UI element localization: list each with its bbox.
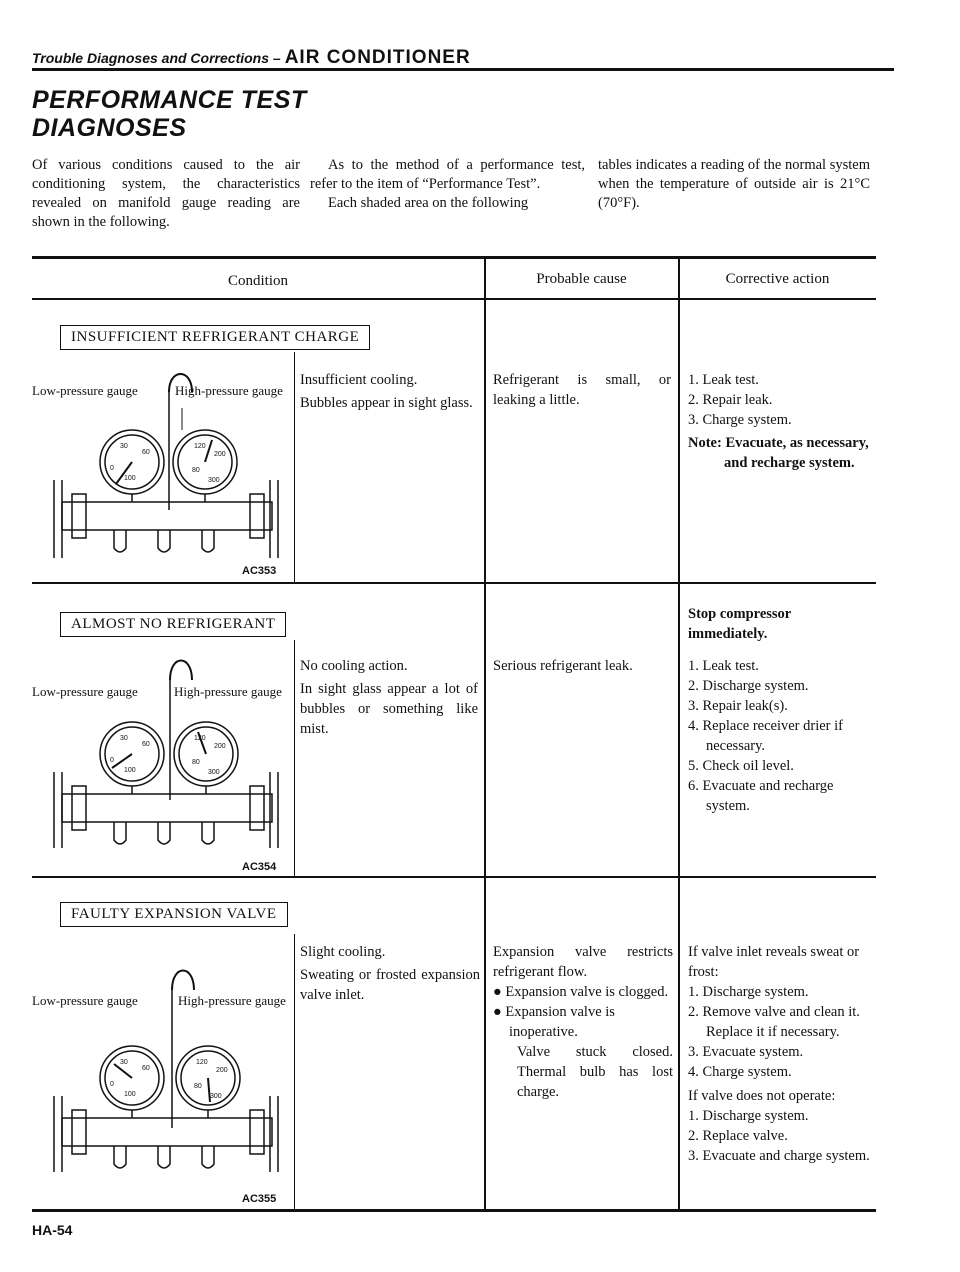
- symptoms-3: [300, 942, 480, 1005]
- title-line-1: PERFORMANCE TEST: [32, 86, 307, 114]
- svg-text:0: 0: [110, 465, 114, 472]
- intro-col-2a: As to the method of a performance test, refer to the item of “Performance Test”.: [310, 157, 585, 192]
- action-3-2: 2. Remove valve and clean it. Replace it if necessary.: [688, 1004, 860, 1040]
- cond-divider-3: [294, 934, 295, 1210]
- cond-divider-1: [294, 352, 295, 582]
- header-topic: AIR CONDITIONER: [284, 47, 471, 68]
- row-rule-2: [32, 876, 876, 878]
- svg-text:60: 60: [142, 741, 150, 748]
- figure-code-2: AC354: [242, 861, 277, 873]
- symptom-1-1: Insufficient cooling.: [300, 372, 418, 388]
- action-2-3: 3. Repair leak(s).: [688, 698, 788, 714]
- symptom-2-1: No cooling action.: [300, 658, 408, 674]
- svg-text:200: 200: [214, 451, 226, 458]
- action-2-4: 4. Replace receiver drier if necessary.: [688, 718, 843, 754]
- cause-3-bullet-1-text: Expansion valve is clogged.: [505, 984, 669, 1000]
- condition-label-2: ALMOST NO REFRIGERANT: [60, 612, 286, 637]
- svg-text:200: 200: [216, 1067, 228, 1074]
- header-condition: Condition: [227, 273, 288, 289]
- svg-text:0: 0: [110, 1081, 114, 1088]
- action-lead-2: Stop compressor immediately.: [688, 606, 791, 642]
- col-divider-1: [484, 256, 486, 1210]
- high-gauge-label-1: High-pressure gauge: [175, 383, 283, 398]
- condition-label-3: FAULTY EXPANSION VALVE: [60, 902, 288, 927]
- action-3-7: 3. Evacuate and charge system.: [688, 1148, 870, 1164]
- manifold-gauge-figure-1: [32, 360, 294, 580]
- svg-text:120: 120: [194, 735, 206, 742]
- col-divider-2: [678, 256, 680, 1210]
- running-header: [32, 47, 471, 69]
- action-2-6: 6. Evacuate and recharge system.: [688, 778, 834, 814]
- cause-3: [493, 942, 673, 1102]
- action-group-1-intro: If valve inlet reveals sweat or frost:: [688, 944, 860, 980]
- figure-code-3: AC355: [242, 1193, 277, 1205]
- svg-text:100: 100: [124, 767, 136, 774]
- svg-text:80: 80: [192, 467, 200, 474]
- svg-text:30: 30: [120, 735, 128, 742]
- svg-text:0: 0: [110, 757, 114, 764]
- row-rule-1: [32, 582, 876, 584]
- cause-3-bullet-2-text: Expansion valve is inoperative.: [505, 1004, 615, 1040]
- svg-text:300: 300: [208, 769, 220, 776]
- header-rule: [32, 68, 894, 71]
- action-1-2: 2. Repair leak.: [688, 392, 773, 408]
- manifold-gauge-drawing-3: [32, 940, 294, 1206]
- action-1-1: 1. Leak test.: [688, 372, 759, 388]
- cause-2: Serious refrigerant leak.: [493, 658, 633, 674]
- cond-divider-2: [294, 640, 295, 876]
- svg-text:120: 120: [194, 443, 206, 450]
- svg-text:100: 100: [124, 475, 136, 482]
- cause-1: Refrigerant is small, or leaking a little.: [493, 372, 671, 408]
- action-2-1: 1. Leak test.: [688, 658, 759, 674]
- manifold-gauge-drawing-1: [32, 360, 294, 580]
- low-gauge-label-2: Low-pressure gauge: [32, 684, 138, 699]
- action-3-6: 2. Replace valve.: [688, 1128, 788, 1144]
- manifold-gauge-drawing-2: [32, 648, 294, 874]
- intro-col-1: Of various conditions caused to the air conditioning system, the characteristics revealed on manifold gauge reading are shown in the following.: [32, 157, 300, 230]
- action-2-5: 5. Check oil level.: [688, 758, 794, 774]
- svg-text:80: 80: [194, 1083, 202, 1090]
- action-group-2-intro: If valve does not operate:: [688, 1088, 836, 1104]
- svg-text:120: 120: [196, 1059, 208, 1066]
- header-corrective-action: Corrective action: [725, 271, 830, 287]
- svg-text:300: 300: [210, 1093, 222, 1100]
- high-gauge-label-3: High-pressure gauge: [178, 993, 286, 1008]
- low-gauge-label-1: Low-pressure gauge: [32, 383, 138, 398]
- figure-code-1: AC353: [242, 565, 277, 577]
- action-1-3: 3. Charge system.: [688, 412, 792, 428]
- intro-col-2: [310, 156, 585, 213]
- condition-label-1: INSUFFICIENT REFRIGERANT CHARGE: [60, 325, 370, 350]
- svg-text:30: 30: [120, 1059, 128, 1066]
- header-section: Trouble Diagnoses and Corrections –: [32, 50, 281, 66]
- svg-text:60: 60: [142, 449, 150, 456]
- symptom-3-2: Sweating or frosted expansion valve inlet.: [300, 967, 480, 1003]
- svg-text:30: 30: [120, 443, 128, 450]
- actions-3: [688, 942, 870, 1166]
- table-top-rule: [32, 256, 876, 259]
- cause-3-sub: Valve stuck closed. Thermal bulb has lost charge.: [517, 1044, 673, 1100]
- high-gauge-label-2: High-pressure gauge: [174, 684, 282, 699]
- table-bottom-rule: [32, 1209, 876, 1212]
- symptom-2-2: In sight glass appear a lot of bubbles or something like mist.: [300, 681, 478, 737]
- intro-col-2b: Each shaded area on the following: [328, 195, 529, 211]
- svg-text:100: 100: [124, 1091, 136, 1098]
- action-2-2: 2. Discharge system.: [688, 678, 809, 694]
- symptom-3-1: Slight cooling.: [300, 944, 386, 960]
- header-probable-cause: Probable cause: [536, 271, 627, 287]
- title-line-2: DIAGNOSES: [32, 114, 187, 142]
- page-title: [32, 86, 307, 142]
- svg-text:60: 60: [142, 1065, 150, 1072]
- action-note-1: Note: Evacuate, as necessary, and recharge system.: [688, 435, 869, 471]
- action-3-5: 1. Discharge system.: [688, 1108, 809, 1124]
- manifold-gauge-figure-2: [32, 648, 294, 874]
- intro-col-3: tables indicates a reading of the normal system when the temperature of outside air is 21°C (70°F).: [598, 157, 870, 211]
- symptoms-2: [300, 656, 478, 739]
- svg-text:300: 300: [208, 477, 220, 484]
- manifold-gauge-figure-3: [32, 940, 294, 1206]
- actions-2: [688, 656, 870, 816]
- svg-text:200: 200: [214, 743, 226, 750]
- table-header-rule: [32, 298, 876, 300]
- action-3-4: 4. Charge system.: [688, 1064, 792, 1080]
- actions-1: [688, 370, 870, 473]
- symptoms-1: [300, 370, 478, 413]
- symptom-1-2: Bubbles appear in sight glass.: [300, 395, 473, 411]
- cause-3-bullet-1: ● Expansion valve is clogged.: [493, 984, 669, 1000]
- cause-3-main: Expansion valve restricts refrigerant flow.: [493, 944, 673, 980]
- svg-text:80: 80: [192, 759, 200, 766]
- action-3-3: 3. Evacuate system.: [688, 1044, 804, 1060]
- action-3-1: 1. Discharge system.: [688, 984, 809, 1000]
- cause-3-bullet-2: ● Expansion valve is inoperative.: [493, 1004, 615, 1040]
- page-number: HA-54: [32, 1222, 73, 1238]
- low-gauge-label-3: Low-pressure gauge: [32, 993, 138, 1008]
